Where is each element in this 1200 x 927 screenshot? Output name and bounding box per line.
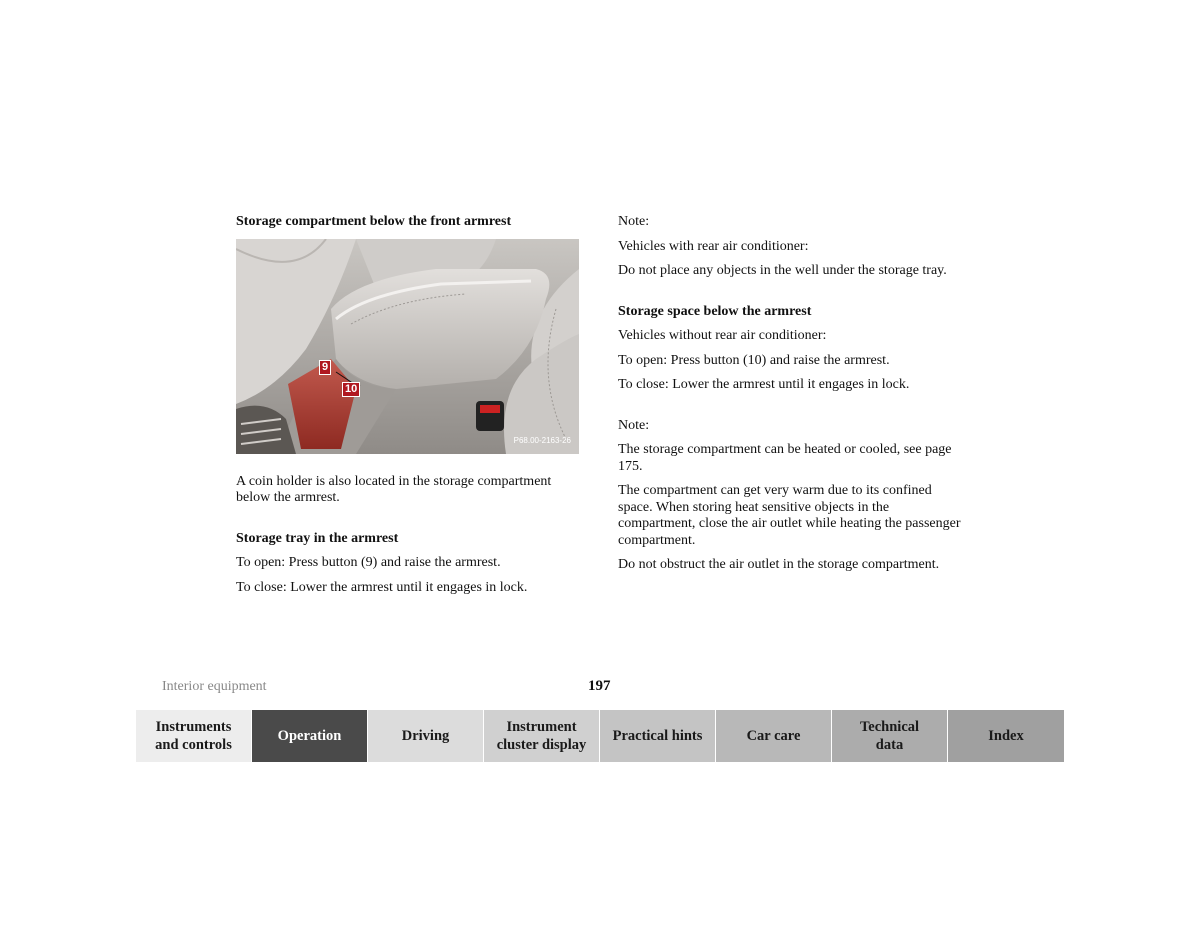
callout-10: 10: [342, 382, 360, 397]
tab-label: cluster display: [496, 737, 587, 753]
tab-label: Operation: [277, 728, 342, 744]
tab-practical-hints[interactable]: [600, 710, 716, 762]
tab-label: Car care: [746, 728, 801, 744]
tab-car-care[interactable]: [716, 710, 832, 762]
tray-open-text: To open: Press button (9) and raise the armrest.: [236, 555, 501, 570]
chapter-tabs: [136, 710, 1064, 762]
tab-operation[interactable]: [252, 710, 368, 762]
section-heading: Storage compartment below the front armrest: [236, 214, 512, 229]
tab-technical-data[interactable]: [832, 710, 948, 762]
note-label: Note:: [618, 417, 650, 433]
note-paragraph: The compartment can get very warm due to its confined space. When storing heat sensitive objects in the compartment, close the air outlet while heating the passenger compartment.: [618, 483, 961, 548]
tab-label: Practical hints: [612, 728, 703, 744]
tab-instruments-and-controls[interactable]: [136, 710, 252, 762]
page-number: 197: [588, 678, 611, 694]
tray-heading: Storage tray in the armrest: [236, 530, 399, 546]
tab-driving[interactable]: [368, 710, 484, 762]
right-column: [618, 214, 968, 582]
tab-index[interactable]: [948, 710, 1064, 762]
tab-instrument-cluster-display[interactable]: [484, 710, 600, 762]
tab-label: Index: [988, 728, 1024, 744]
space-close-text: To close: Lower the armrest until it engages in lock.: [618, 377, 910, 392]
tab-label: Instrument: [506, 719, 577, 735]
tab-label: Driving: [401, 728, 450, 744]
left-column: [236, 214, 586, 604]
callout-9: 9: [319, 360, 331, 375]
tab-label: data: [875, 737, 904, 753]
space-line: Vehicles without rear air conditioner:: [618, 328, 827, 343]
tab-label: and controls: [155, 737, 232, 753]
coin-holder-text: A coin holder is also located in the storage compartment below the armrest.: [236, 473, 552, 505]
note-label: Note:: [618, 214, 650, 229]
space-heading: Storage space below the armrest: [618, 303, 812, 319]
note-paragraph: Do not obstruct the air outlet in the storage compartment.: [618, 557, 940, 572]
tab-label: Technical: [859, 719, 920, 735]
tray-close-text: To close: Lower the armrest until it engages in lock.: [236, 579, 528, 595]
note-line: Vehicles with rear air conditioner:: [618, 238, 809, 254]
figure-code: P68.00-2163-26: [513, 436, 571, 445]
footer-section-title: Interior equipment: [162, 679, 267, 694]
armrest-drawing: [236, 239, 579, 454]
space-open-text: To open: Press button (10) and raise the armrest.: [618, 352, 890, 368]
note-paragraph: The storage compartment can be heated or cooled, see page 175.: [618, 442, 952, 474]
armrest-illustration: [236, 239, 579, 454]
note-line: Do not place any objects in the well under the storage tray.: [618, 263, 947, 278]
tab-label: Instruments: [155, 719, 232, 735]
